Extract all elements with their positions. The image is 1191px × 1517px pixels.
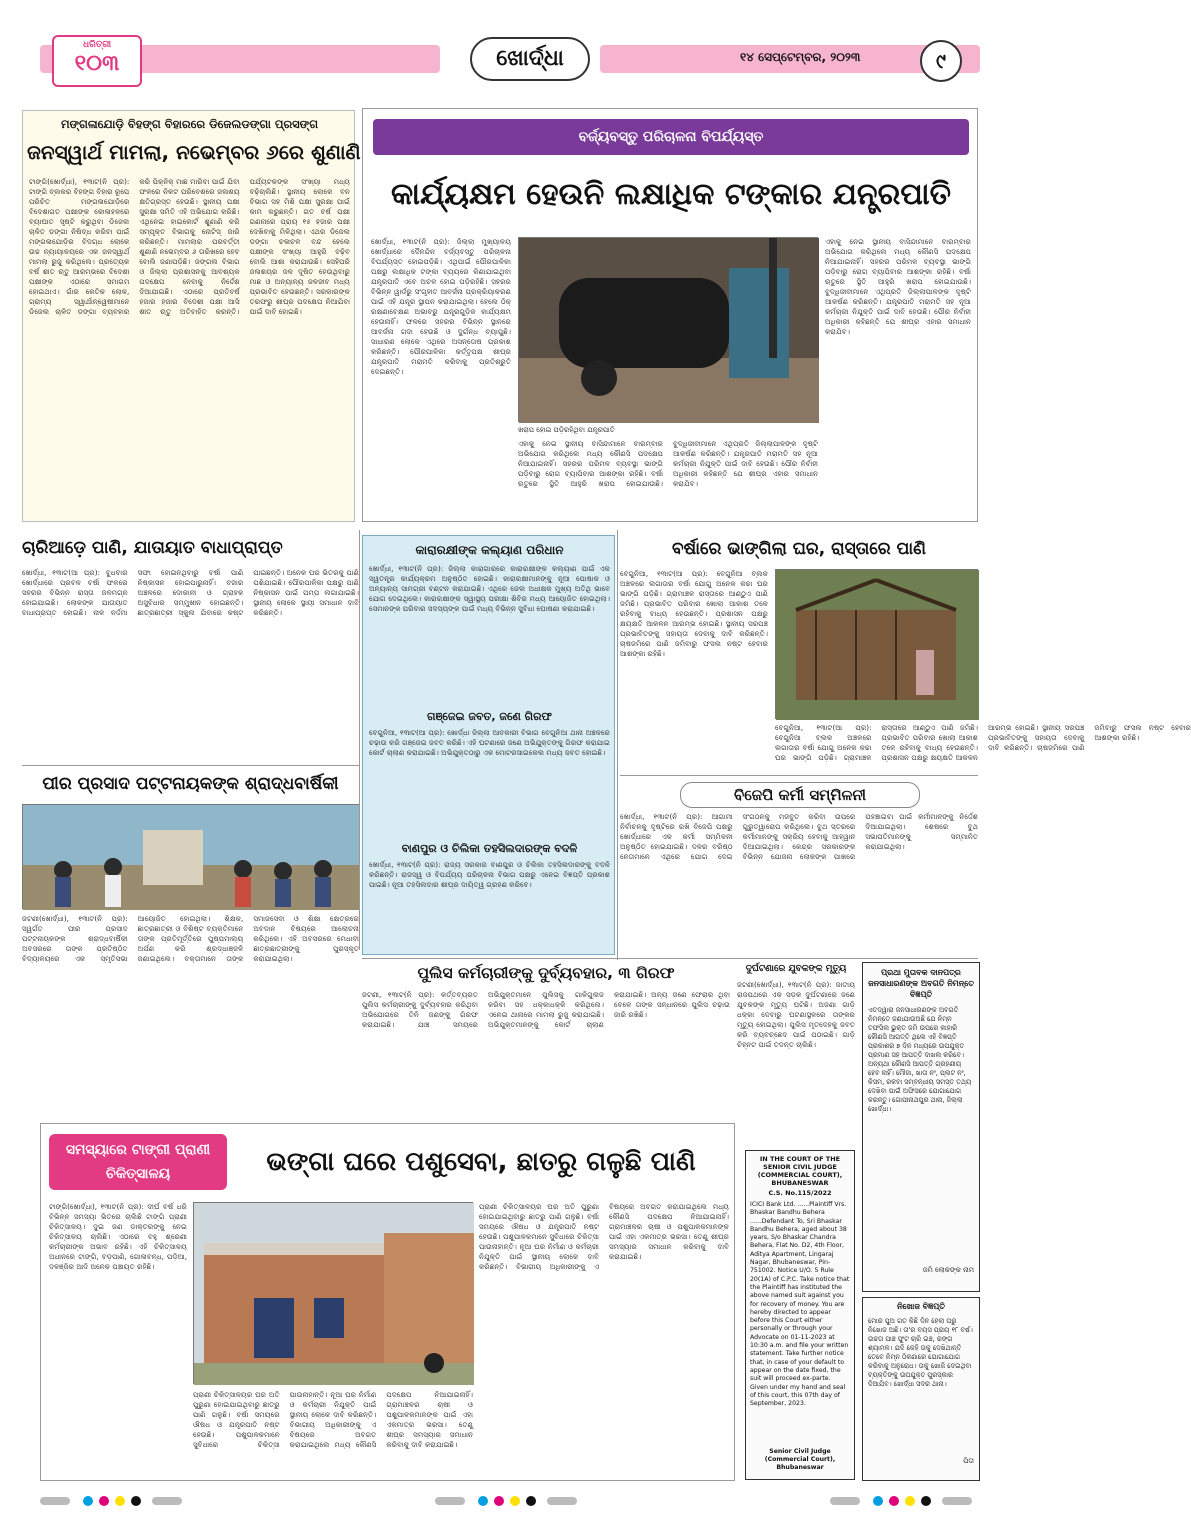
story-headline: ଭଙ୍ଗା ଘରେ ପଶୁସେବା, ଛାତରୁ ଗଳୁଛି ପାଣି: [266, 1147, 696, 1177]
photo-caption-body: ଖରାପ ହୋଇ ପଡ଼ିରହିଥିବା ଯନ୍ତ୍ରପାତି: [518, 426, 615, 434]
ceremony-photo: [22, 804, 359, 909]
story-body-left: ଟାଙ୍ଗି(ଖୋର୍ଦ୍ଧା), ୧୩ାଟ(ନି ପ୍ର): ଦୀର୍ଘ ବର୍ଷ ଧରି ବିଭିନ୍ନ ସମସ୍ୟା ଭିତରେ ଚାଲିଛି ଟାଙ୍ଗି ପ୍ରାଣୀ ଚିକିତ୍ସାଳୟ। ଦୁଇ ଜଣ ଡାକ୍ତରଙ୍କୁ ନେଇ ଚିକିତ୍ସାଳୟ ଚାଲିଛି। ଏଠାରେ ବହୁ ଶ୍ରେଣୀ କର୍ମଚାରୀଙ୍କ ଅଭାବ ରହିଛି। ଏହି ଚିକିତ୍ସାଳୟ ଅଧୀନରେ ଟାଙ୍ଗି, ବଡ଼ପାଣି, ଗୋଳାବନ୍ଧ, ପଡ଼ିଆ, ଦଳଞ୍ଜିର ଆଦି ଅନେକ ପଞ୍ଚାୟତ ରହିଛି।: [49, 1202, 187, 1271]
story-headline: ବିଜେପି କର୍ମୀ ସମ୍ମିଳନୀ: [680, 782, 920, 808]
story-mangalajodi: [22, 110, 361, 522]
story-body: ଜଟଣୀ(ଖୋର୍ଦ୍ଧା), ୧୩ାଟ(ନି ପ୍ର): ସ୍ୱର୍ଗତ ପୀର ପ୍ରସାଦ ପଟ୍ଟନାୟକଙ୍କ ଶ୍ରାଦ୍ଧବାର୍ଷିକୀ ଅବସରରେ ତାଙ୍କ ପ୍ରତିଷ୍ଠିତ ବିଦ୍ୟାଳୟରେ ଏକ ସ୍ମୃତିସଭା ଆୟୋଜିତ ହୋଇଥିଲା। ଶିକ୍ଷକ, ଛାତ୍ରଛାତ୍ରୀ ଓ ବିଶିଷ୍ଟ ବ୍ୟକ୍ତିମାନେ ତାଙ୍କ ପ୍ରତିମୂର୍ତ୍ତିରେ ପୁଷ୍ପମାଲ୍ୟ ଅର୍ପଣ କରି ଶ୍ରଦ୍ଧାଞ୍ଜଳି ଜଣାଇଥିଲେ। ବକ୍ତାମାନେ ତାଙ୍କ ସମାଜସେବା ଓ ଶିକ୍ଷା କ୍ଷେତ୍ରରେ ଅବଦାନ ବିଷୟରେ ଆଲୋଚନା କରିଥିଲେ। ଏହି ଅବସରରେ ମେଧାବୀ ଛାତ୍ରଛାତ୍ରୀଙ୍କୁ ପୁରସ୍କୃତ କରାଯାଇଥିଲା।: [22, 914, 359, 963]
issue-date: ୧୪ ସେପ୍ଟେମ୍ବର, ୨୦୨୩: [740, 50, 861, 64]
column-divider: [617, 530, 618, 960]
court-case-no: C.S. No.115/2022: [768, 1189, 832, 1197]
vet-building-photo: [193, 1202, 473, 1384]
story-vet-hospital: [40, 1123, 735, 1481]
page-number: ୯: [936, 49, 946, 73]
row-divider: [620, 775, 978, 776]
story-body: ଖୋର୍ଦ୍ଧା, ୧୩ାଟ(ଆ ପ୍ର): ବୁଧବାର ଖୋର୍ଦ୍ଧାରେ ପ୍ରବଳ ବର୍ଷା ଫଳରେ ସହରର ବିଭିନ୍ନ ରାସ୍ତା ଜଳମଗ୍ନ ହୋଇଯାଇଛି। ଲୋକଙ୍କ ଯାତାୟାତ ବାଧାପ୍ରାପ୍ତ ହୋଇଛି। ନାଳ ନର୍ଦ୍ଦମା ସଫା ହୋଇନଥିବାରୁ ବର୍ଷା ପାଣି ନିଷ୍କାସନ ହୋଇପାରୁନାହିଁ। ବଜାର ଅଞ୍ଚଳରେ ଦୋକାନୀ ଓ ଗ୍ରାହକ ଅସୁବିଧାର ସମ୍ମୁଖୀନ ହୋଇଛନ୍ତି। ଛାତ୍ରଛାତ୍ରୀ ସ୍କୁଲ ଯିବାରେ କଷ୍ଟ ପାଇଛନ୍ତି। ଅନେକ ଘର ଭିତରକୁ ପାଣି ପଶିଯାଇଛି। ପୌରପାଳିକା ପକ୍ଷରୁ ପାଣି ନିଷ୍କାସନ ପାଇଁ ପମ୍ପ ଲଗାଯାଇଛି। ସ୍ଥାନୀୟ ଲୋକେ ସ୍ଥାୟୀ ସମାଧାନ ଦାବି କରିଛନ୍ତି।: [22, 568, 359, 617]
story-body: ଜଟଣୀ, ୧୩ାଟ(ନି ପ୍ର): କର୍ତ୍ତବ୍ୟରତ ପୁଲିସ କର୍ମଚାରୀଙ୍କୁ ଦୁର୍ବ୍ୟବହାର କରିଥିବା ଅଭିଯୋଗରେ ତିନି ଜଣଙ୍କୁ ଗିରଫ କରାଯାଇଛି। ଯାଞ୍ଚ ସମୟରେ ଅଭିଯୁକ୍ତମାନେ ପୁଲିସକୁ ଗାଳିଗୁଲଜ କରିବା ସହ ଧକ୍କାଧକ୍କି କରିଥିଲେ। ଏନେଇ ଥାନାରେ ମାମଲା ରୁଜୁ କରାଯାଇଛି। ଅଭିଯୁକ୍ତମାନଙ୍କୁ କୋର୍ଟ ଚାଲାଣ କରାଯାଇଛି। ଅନ୍ୟ ଜଣେ ଫେରାର ଥିବା ବେଳେ ତାଙ୍କ ସନ୍ଧାନରେ ପୁଲିସ ଚଢ଼ାଉ ଜାରି ରଖିଛି।: [362, 990, 730, 1029]
logo-top-text: ଧରିତ୍ରୀ: [82, 40, 112, 50]
column-divider: [359, 530, 360, 950]
story-label: ସମସ୍ୟାରେ ଟାଙ୍ଗୀ ପ୍ରାଣୀ ଚିକିତ୍ସାଳୟ: [65, 1142, 211, 1182]
masthead-logo: [52, 35, 142, 87]
story-body: ଖୋର୍ଦ୍ଧା, ୧୩ାଟ(ନି ପ୍ର): ଆଗାମୀ ନିର୍ବାଚନକୁ ଦୃଷ୍ଟିରେ ରଖି ବିଜେପି ପକ୍ଷରୁ ଖୋର୍ଦ୍ଧାରେ ଏକ କର୍ମୀ ସମ୍ମିଳନୀ ଅନୁଷ୍ଠିତ ହୋଇଯାଇଛି। ଦଳର ବରିଷ୍ଠ ନେତାମାନେ ଏଥିରେ ଯୋଗ ଦେଇ ସଂଗଠନକୁ ମଜବୁତ କରିବା ଉପରେ ଗୁରୁତ୍ୱାରୋପ କରିଥିଲେ। ବୁଥ ସ୍ତରରେ କର୍ମୀମାନଙ୍କୁ ସକ୍ରିୟ ହେବାକୁ ଆହ୍ୱାନ ଦିଆଯାଇଥିଲା। କେନ୍ଦ୍ର ସରକାରଙ୍କ ବିଭିନ୍ନ ଯୋଜନା ଲୋକଙ୍କ ପାଖରେ ପହଞ୍ଚାଇବା ପାଇଁ କର୍ମୀମାନଙ୍କୁ ନିର୍ଦ୍ଦେଶ ଦିଆଯାଇଥିଲା। ଶେଷରେ ବୁଥ ସଭାପତିମାନଙ୍କୁ ସମ୍ମାନିତ କରାଯାଇଥିଲା।: [620, 812, 978, 861]
story-label-box: [49, 1134, 227, 1190]
story-headline: ଦୁର୍ଘଟଣାରେ ଯୁବକଙ୍କ ମୃତ୍ୟୁ: [745, 964, 847, 974]
story-police-misbehave: [362, 960, 730, 1116]
missing-notice-ad: [862, 1297, 980, 1481]
machinery-image: [519, 238, 819, 423]
section-title-box: [470, 37, 590, 81]
court-body: ICICI Bank Ltd. ......Plaintiff Vrs. Bhaskar Bandhu Behera ......Defendant To, Sri Bhaskar Bandhu Behera, aged about 38 years, S/o Bhaskar Chandra Behera, Flat No. D2, 4th Floor, Aditya Apartment, Lingaraj Nagar, Bhubaneswar, Pin-751002. Notice U/O. 5 Rule 20(1A) of C.P.C. Take notice that the Plaintiff has instituted the above named suit against you for recovery of money. You are hereby directed to appear before this Court either personally or through your Advocate on 01-11-2023 at 10:30 a.m. and file your written statement. Take further notice that, in case of your default to appear on the date fixed, the suit will proceed ex-parte. Given under my hand and seal of this court, this 07th day of September, 2023.: [750, 1201, 850, 1408]
missing-notice-body: ମୋର ପୁଅ ଗତ କିଛି ଦିନ ହେଲା ଘରୁ ନିଖୋଜ ଅଛି। ତା'ର ବୟସ ପ୍ରାୟ ୧୮ ବର୍ଷ। ଉଚ୍ଚତା ପାଞ୍ଚ ଫୁଟ ଚାରି ଇଞ୍ଚ, ରଙ୍ଗ ଶ୍ୟାମଳ। ଯଦି କେହି ତାକୁ ଦେଖିଥାନ୍ତି ତେବେ ନିମ୍ନ ଠିକଣାରେ ଯୋଗାଯୋଗ କରିବାକୁ ଅନୁରୋଧ। ତାକୁ ଖୋଜି ଦେଇଥିବା ବ୍ୟକ୍ତିଙ୍କୁ ଉପଯୁକ୍ତ ପୁରସ୍କାର ଦିଆଯିବ। ଖୋର୍ଦ୍ଧା ସଦର ଥାନା।: [868, 1317, 973, 1388]
story-headline: କାରାରକ୍ଷୀଙ୍କ କଲ୍ୟାଣ ପରିଧାନ: [415, 543, 564, 557]
story-body-right-column: ଏହାକୁ ନେଇ ସ୍ଥାନୀୟ ବାସିନ୍ଦାମାନେ ବାରମ୍ବାର ଅଭିଯୋଗ କରିଥିଲେ ମଧ୍ୟ କୌଣସି ପଦକ୍ଷେପ ନିଆଯାଇନାହିଁ। ସହରର ପରିମଳ ବ୍ୟବସ୍ଥା ଭାଙ୍ଗି ପଡ଼ିବାରୁ ରୋଗ ବ୍ୟାପିବାର ଆଶଙ୍କା ରହିଛି। ବର୍ଷା ଋତୁରେ ସ୍ଥିତି ଆହୁରି ଖରାପ ହୋଇଯାଉଛି। ବୁଦ୍ଧିଜୀବୀମାନେ ଏଥିପ୍ରତି ଜିଲ୍ଲାପାଳଙ୍କ ଦୃଷ୍ଟି ଆକର୍ଷଣ କରିଛନ୍ତି। ଯନ୍ତ୍ରପାତି ମରାମତି ସହ ନୂଆ କର୍ମଚାରୀ ନିଯୁକ୍ତି ପାଇଁ ଦାବି ହେଉଛି। ପୌର ନିର୍ବାହୀ ଅଧିକାରୀ କହିଛନ୍ତି ଯେ ଶୀଘ୍ର ଏହାର ସମାଧାନ କରାଯିବ।: [825, 237, 971, 336]
court-notice-ad: [745, 1150, 855, 1480]
machinery-photo: [518, 237, 818, 422]
story-body: ଖୋର୍ଦ୍ଧା, ୧୩ାଟ(ନି ପ୍ର): ଜିଲ୍ଲା କାରାଗାରରେ କାରାରକ୍ଷୀଙ୍କ କଲ୍ୟାଣ ପାଇଁ ଏକ ସ୍ୱତନ୍ତ୍ର କାର୍ଯ୍ୟକ୍ରମ ଅନୁଷ୍ଠିତ ହୋଇଛି। କାରାରକ୍ଷୀମାନଙ୍କୁ ନୂଆ ପୋଷାକ ଓ ଅନ୍ୟାନ୍ୟ ସାମଗ୍ରୀ ବଣ୍ଟନ କରାଯାଇଛି। ଏଥିରେ ଜେଲ ଅଧୀକ୍ଷକ ମୁଖ୍ୟ ଅତିଥି ଭାବେ ଯୋଗ ଦେଇଥିଲେ। କାରାରକ୍ଷୀଙ୍କ ସ୍ୱାସ୍ଥ୍ୟ ପରୀକ୍ଷା ଶିବିର ମଧ୍ୟ ଆୟୋଜିତ ହୋଇଥିଲା। ସେମାନଙ୍କ ପରିବାର ସଦସ୍ୟଙ୍କ ପାଇଁ ମଧ୍ୟ ବିଭିନ୍ନ ସୁବିଧା ଘୋଷଣା କରାଯାଇଛି।: [369, 564, 610, 613]
story-jail-box: [362, 535, 615, 955]
house-image: [776, 570, 979, 720]
story-headline: ଚାରିଆଡ଼େ ପାଣି, ଯାତାୟାତ ବାଧାପ୍ରାପ୍ତ: [22, 538, 283, 558]
color-registration-icon: [40, 1494, 980, 1508]
story-body: ଟାଙ୍ଗି(ଖୋର୍ଦ୍ଧା), ୧୩ାଟ(ନି ପ୍ର): ଟାଙ୍ଗି ବ୍ଲକର ବିହଙ୍ଗ ବିହାର ରୂପେ ପରିଚିତ ମଙ୍ଗଳାଯୋଡ଼ିରେ ବିଦେଶାଗତ ପକ୍ଷୀଙ୍କ କୋଳାହଳରେ ବ୍ୟାଘାତ ସୃଷ୍ଟି କରୁଥିବା ଡିଜେଲ ଚାଳିତ ଡଙ୍ଗା ନିଷିଦ୍ଧ କରିବା ପାଇଁ ମଙ୍ଗଳାଯୋଡ଼ିର ବିଦଗ୍ଧ ଲୋକେ ଉଚ୍ଚ ନ୍ୟାୟାଳୟରେ ଏକ ଜନସ୍ୱାର୍ଥ ମାମଲା ରୁଜୁ କରିଥିଲେ। ପ୍ରତ୍ୟେକ ବର୍ଷ ଶୀତ ଋତୁ ଆରମ୍ଭରେ ବିଦେଶୀ ପକ୍ଷୀଙ୍କ ଏଠାରେ ସମାଗମ ହୋଇଥାଏ। ଗାଁର କେତିକ ଲୋକ, ଗ୍ରାମ୍ୟ ସ୍ୱାର୍ଥାନ୍ୱେଷୀମାନେ ଡିଜେଲ ଚାଳିତ ଡଙ୍ଗା ବ୍ୟବହାର କରି ପିକ୍ନିକ୍ ମାଛ ମାରିବା ପାଇଁ ଯିବା ଫଳରେ ନିକଟ ପରିବେଶରେ ଜଳାଶୟ କ୍ଷତିଗ୍ରସ୍ତ ହେଉଛି। ସ୍ଥାନୀୟ ପକ୍ଷୀ ସୁରକ୍ଷା ସମିତି ଏହି ଅଭିଯୋଗ କରିଛି। ଏଥିନେଇ ହାଇକୋର୍ଟ ଶୁଣାଣି କରି ସମ୍ପୃକ୍ତ ବିଭାଗକୁ ନୋଟିସ୍ ଜାରି କରିଛନ୍ତି। ମାମଲାର ପରବର୍ତ୍ତୀ ଶୁଣାଣି ନଭେମ୍ବର ୬ ତାରିଖରେ ହେବ ବୋଲି ଜଣାପଡ଼ିଛି। ଜଙ୍ଗଲ ବିଭାଗ ଓ ଜିଲ୍ଲା ପ୍ରଶାସନକୁ ଆବଶ୍ୟକ ପଦକ୍ଷେପ ନେବାକୁ ନିର୍ଦ୍ଦେଶ ଦିଆଯାଇଛି। ଏଠାରେ ପ୍ରତିବର୍ଷ ହଜାର ହଜାର ବିଦେଶୀ ପକ୍ଷୀ ଆସି ଶୀତ ଋତୁ ଅତିବାହିତ କରନ୍ତି। ପର୍ଯ୍ୟଟକଙ୍କ ସଂଖ୍ୟା ମଧ୍ୟ ବଢ଼ିଚାଲିଛି। ସ୍ଥାନୀୟ ଲୋକେ ବନ ବିଭାଗ ସହ ମିଶି ପକ୍ଷୀ ସୁରକ୍ଷା ପାଇଁ କାମ କରୁଛନ୍ତି। ଗତ ବର୍ଷ ପକ୍ଷୀ ଗଣନାରେ ପ୍ରାୟ ୧୫ ହଜାର ପକ୍ଷୀ ଦେଖିବାକୁ ମିଳିଥିଲା। ଏଥର ଡିଜେଲ ଡଙ୍ଗା ଚଳାଚଳ ବନ୍ଦ ହେଲେ ପକ୍ଷୀଙ୍କ ସଂଖ୍ୟା ଆହୁରି ବଢ଼ିବ ବୋଲି ଆଶା କରାଯାଉଛି। ସେହିପରି ଜଳାଶୟର ଜଳ ଦୂଷିତ ହେଉଥିବାରୁ ମାଛ ଓ ଅନ୍ୟାନ୍ୟ ଜଳଜୀବ ମଧ୍ୟ ପ୍ରଭାବିତ ହେଉଛନ୍ତି। ସରକାରଙ୍କ ତରଫରୁ ଶୀଘ୍ର ପଦକ୍ଷେପ ନିଆଯିବା ପାଇଁ ଦାବି ହୋଇଛି।: [29, 177, 350, 316]
land-notice-ad: [862, 962, 980, 1292]
land-notice-body: ଏତଦ୍ୱାରା ଜନସାଧାରଣଙ୍କ ଅବଗତି ନିମନ୍ତେ ଜଣାଯାଉଅଛି ଯେ ନିମ୍ନ ତଫସିଲ ଭୁକ୍ତ ଜମି ଉପରେ କାହାରି କୌଣସି ଆପତ୍ତି ଥିଲେ ଏହି ବିଜ୍ଞପ୍ତି ପ୍ରକାଶର ୭ ଦିନ ମଧ୍ୟରେ ଉପଯୁକ୍ତ ପ୍ରମାଣ ସହ ଆପତ୍ତି ଦାଖଲ କରିବେ। ଅନ୍ୟଥା କୌଣସି ଆପତ୍ତି ଗ୍ରହଣୀୟ ହେବ ନାହିଁ। ମୌଜା, ଖାତା ନଂ, ପ୍ଲଟ ନଂ, କିସମ, ରକବା ସମ୍ବନ୍ଧୀୟ ସମସ୍ତ ତଥ୍ୟ ଦେଖିବା ପାଇଁ ଅଫିସରେ ଯୋଗାଯୋଗ କରନ୍ତୁ। ଗୋପୀନାଥପୁର ଥାନା, ଜିଲ୍ଲା ଖୋର୍ଦ୍ଧା।: [868, 1006, 972, 1113]
story-body: ଜଟଣୀ(ଖୋର୍ଦ୍ଧା), ୧୩ାଟ(ନି ପ୍ର): ଜାତୀୟ ରାଜପଥରେ ଏକ ସଡ଼କ ଦୁର୍ଘଟଣାରେ ଜଣେ ଯୁବକଙ୍କ ମୃତ୍ୟୁ ଘଟିଛି। ଅଜଣା ଗାଡ଼ି ଧକ୍କା ଦେବାରୁ ଘଟଣାସ୍ଥଳରେ ତାଙ୍କର ମୃତ୍ୟୁ ହୋଇଥିଲା। ପୁଲିସ ମୃତଦେହକୁ ଜବତ କରି ବ୍ୟବଚ୍ଛେଦ ପାଇଁ ପଠାଇଛି। ଗାଡ଼ି ଚିହ୍ନଟ ପାଇଁ ତଦନ୍ତ ଚାଲିଛି।: [737, 980, 855, 1049]
ceremony-image: [23, 805, 360, 910]
sub-headline-transfer: ବାଣପୁର ଓ ଚିଲିକା ତହସିଲଦାରଙ୍କ ବଦଳି: [401, 842, 578, 855]
sub-body-transfer: ଖୋର୍ଦ୍ଧା, ୧୩ାଟ(ନି ପ୍ର): ରାଜ୍ୟ ସରକାର ବାଣପୁର ଓ ଚିଲିକା ତହସିଲଦାରଙ୍କୁ ବଦଳି କରିଛନ୍ତି। ରାଜସ୍ୱ ଓ ବିପର୍ଯ୍ୟୟ ପରିଚାଳନା ବିଭାଗ ପକ୍ଷରୁ ଏନେଇ ବିଜ୍ଞପ୍ତି ପ୍ରକାଶ ପାଇଛି। ନୂଆ ତହସିଲଦାର ଶୀଘ୍ର ଦାୟିତ୍ୱ ଗ୍ରହଣ କରିବେ।: [369, 860, 610, 889]
story-waterlogging: [22, 530, 359, 762]
story-headline: ପୁଲିସ କର୍ମଚାରୀଙ୍କୁ ଦୁର୍ବ୍ୟବହାର, ୩ ଗିରଫ: [417, 964, 675, 982]
story-body-left: ଖୋର୍ଦ୍ଧା, ୧୩ାଟ(ନି ପ୍ର): ଜିଲ୍ଲା ମୁଖ୍ୟାଳୟ ଖୋର୍ଦ୍ଧାରେ ଦୈନନ୍ଦିନ ବର୍ଜ୍ୟବସ୍ତୁ ପରିଚାଳନା ବିପର୍ଯ୍ୟସ୍ତ ହୋଇପଡ଼ିଛି। ଏଥିପାଇଁ ପୌରପାଳିକା ପକ୍ଷରୁ ଲକ୍ଷାଧିକ ଟଙ୍କା ବ୍ୟୟରେ କିଣାଯାଇଥିବା ଯନ୍ତ୍ରପାତି ଏବେ ଅଚଳ ହୋଇ ପଡ଼ିରହିଛି। ସହରର ବିଭିନ୍ନ ୱାର୍ଡରୁ ସଂଗୃହୀତ ଆବର୍ଜନା ପ୍ରକ୍ରିୟାକରଣ ପାଇଁ ଏହି ଯନ୍ତ୍ର ସ୍ଥାପନ କରାଯାଇଥିଲା। ହେଲେ ଠିକ୍ ରକ୍ଷଣାବେକ୍ଷଣ ଅଭାବରୁ ଯନ୍ତ୍ରଗୁଡ଼ିକ କାର୍ଯ୍ୟକ୍ଷମ ହେଉନାହିଁ। ଫଳରେ ସହରର ବିଭିନ୍ନ ସ୍ଥାନରେ ଆବର୍ଜନା ଗଦା ହେଉଛି ଓ ଦୁର୍ଗନ୍ଧ ବ୍ୟାପୁଛି। ସାଧାରଣ ଲୋକେ ଏଥିରେ ଅସନ୍ତୋଷ ପ୍ରକାଶ କରିଛନ୍ତି। ପୌରପାଳିକା କର୍ତ୍ତୃପକ୍ଷ ଶୀଘ୍ର ଯନ୍ତ୍ରପାତି ମରାମତି କରିବାକୁ ପ୍ରତିଶ୍ରୁତି ଦେଇଛନ୍ତି।: [371, 237, 511, 376]
court-heading: IN THE COURT OF THE SENIOR CIVIL JUDGE (COMMERCIAL COURT), BHUBANESWAR: [757, 1155, 843, 1187]
logo-number: ୧୦୩: [74, 51, 120, 76]
story-headline: କାର୍ଯ୍ୟକ୍ଷମ ହେଉନି ଲକ୍ଷାଧିକ ଟଙ୍କାର ଯନ୍ତ୍ରପାତି: [391, 177, 951, 212]
story-house-collapse: [620, 535, 1191, 765]
story-banner: [373, 119, 969, 155]
story-accident: [737, 962, 855, 1117]
story-waste-management: [362, 108, 978, 522]
page-number-circle: [920, 40, 962, 82]
story-body-cont: ବେଗୁନିଆ, ୧୩ାଟ(ଆ ପ୍ର): ବେଗୁନିଆ ବ୍ଲକ ଅଞ୍ଚଳରେ ଲଗାତାର ବର୍ଷା ଯୋଗୁ ଅନେକ କଚ୍ଚା ଘର ଭାଙ୍ଗି ପଡ଼ିଛି। ଗ୍ରାମାଞ୍ଚଳ ରାସ୍ତାରେ ଆଣ୍ଠୁଏ ପାଣି ଜମିଛି। ପ୍ରଭାବିତ ପରିବାର ଖୋଲା ଆକାଶ ତଳେ ରହିବାକୁ ବାଧ୍ୟ ହେଉଛନ୍ତି। ପ୍ରଶାସନ ପକ୍ଷରୁ କ୍ଷୟକ୍ଷତି ଆକଳନ ଆରମ୍ଭ ହୋଇଛି। ସ୍ଥାନୀୟ ସରପଞ୍ଚ ପ୍ରଭାବିତଙ୍କୁ ସହାୟତା ଦେବାକୁ ଦାବି କରିଛନ୍ତି। ଚାଷଜମିରେ ପାଣି ଜମିବାରୁ ଫସଲ ନଷ୍ଟ ହେବାର ଆଶଙ୍କା ରହିଛି।: [775, 723, 1191, 762]
story-body-right: ପ୍ରାଣୀ ଚିକିତ୍ସାଳୟର ଘର ଅତି ପୁରୁଣା ହୋଇଯାଇଥିବାରୁ ଛାତରୁ ପାଣି ଗଳୁଛି। ବର୍ଷା ସମୟରେ ଔଷଧ ଓ ଯନ୍ତ୍ରପାତି ନଷ୍ଟ ହେଉଛି। ପଶୁପାଳକମାନେ ସୁବିଧାରେ ଚିକିତ୍ସା ପାଉନାହାନ୍ତି। ନୂଆ ଘର ନିର୍ମାଣ ଓ କର୍ମଚାରୀ ନିଯୁକ୍ତି ପାଇଁ ସ୍ଥାନୀୟ ଲୋକେ ଦାବି କରିଛନ୍ତି। ବିଭାଗୀୟ ଅଧିକାରୀଙ୍କୁ ଏ ବିଷୟରେ ଅବଗତ କରାଯାଇଥିଲେ ମଧ୍ୟ କୌଣସି ପଦକ୍ଷେପ ନିଆଯାଇନାହିଁ। ଗ୍ରାମାଞ୍ଚଳର ଚାଷୀ ଓ ପଶୁପାଳକମାନଙ୍କ ପାଇଁ ଏହା ଏକମାତ୍ର ଭରସା। ତେଣୁ ଶୀଘ୍ର ସମସ୍ୟାର ସମାଧାନ କରିବାକୁ ଦାବି କରାଯାଇଛି।: [479, 1202, 729, 1271]
story-headline: ପୀର ପ୍ରସାଦ ପଟ୍ଟନାୟକଙ୍କ ଶ୍ରାଦ୍ଧବାର୍ଷିକୀ: [42, 774, 339, 794]
row-divider: [22, 765, 359, 766]
section-title: ଖୋର୍ଦ୍ଧା: [496, 46, 564, 71]
house-photo: [775, 569, 978, 719]
story-headline: ଜନସ୍ୱାର୍ଥ ମାମଲା, ନଭେମ୍ବର ୬ରେ ଶୁଣାଣି: [27, 140, 361, 164]
story-banner-text: ବର୍ଜ୍ୟବସ୍ତୁ ପରିଚାଳନା ବିପର୍ଯ୍ୟସ୍ତ: [578, 129, 764, 145]
land-notice-title: ପ୍ରଥା ମୁତାବକ ଦାନପତ୍ର ଜନସାଧାରଣଙ୍କ ଅବଗତି ନିମନ୍ତେ ବିଜ୍ଞପ୍ତି: [868, 968, 974, 999]
story-kicker: ମଙ୍ଗଳାଯୋଡ଼ି ବିହଙ୍ଗ ବିହାରରେ ଡିଜେଲଡଙ୍ଗା ପ୍ରସଙ୍ଗ: [60, 117, 319, 131]
story-anniversary: [22, 770, 359, 1070]
row-divider: [362, 958, 978, 959]
missing-notice-signature: ପିତା: [963, 1457, 974, 1465]
story-bjp-meet: [620, 782, 978, 957]
story-body: ବେଗୁନିଆ, ୧୩ାଟ(ଆ ପ୍ର): ବେଗୁନିଆ ବ୍ଲକ ଅଞ୍ଚଳରେ ଲଗାତାର ବର୍ଷା ଯୋଗୁ ଅନେକ କଚ୍ଚା ଘର ଭାଙ୍ଗି ପଡ଼ିଛି। ଗ୍ରାମାଞ୍ଚଳ ରାସ୍ତାରେ ଆଣ୍ଠୁଏ ପାଣି ଜମିଛି। ପ୍ରଭାବିତ ପରିବାର ଖୋଲା ଆକାଶ ତଳେ ରହିବାକୁ ବାଧ୍ୟ ହେଉଛନ୍ତି। ପ୍ରଶାସନ ପକ୍ଷରୁ କ୍ଷୟକ୍ଷତି ଆକଳନ ଆରମ୍ଭ ହୋଇଛି। ସ୍ଥାନୀୟ ସରପଞ୍ଚ ପ୍ରଭାବିତଙ୍କୁ ସହାୟତା ଦେବାକୁ ଦାବି କରିଛନ୍ତି। ଚାଷଜମିରେ ପାଣି ଜମିବାରୁ ଫସଲ ନଷ୍ଟ ହେବାର ଆଶଙ୍କା ରହିଛି।: [620, 569, 768, 658]
print-registration-marks: [40, 1493, 980, 1507]
court-footer: Senior Civil Judge (Commercial Court), Bhubaneswar: [764, 1448, 836, 1471]
sub-body-ganja: ବେଗୁନିଆ, ୧୩ାଟ(ଆ ପ୍ର): ଖୋର୍ଦ୍ଧା ଜିଲ୍ଲା ଆବକାରୀ ବିଭାଗ ବେଗୁନିଆ ଥାନା ଅଞ୍ଚଳରେ ଚଢ଼ାଉ କରି ଗଞ୍ଜେଇ ଜବତ କରିଛି। ଏହି ଘଟଣାରେ ଜଣେ ଅଭିଯୁକ୍ତଙ୍କୁ ଗିରଫ କରାଯାଇ କୋର୍ଟ ଚାଲାଣ କରାଯାଇଛି। ଅଭିଯୁକ୍ତଠାରୁ ଏକ ମୋଟରସାଇକେଲ ମଧ୍ୟ ଜବତ ହୋଇଛି।: [369, 728, 610, 757]
story-headline: ବର୍ଷାରେ ଭାଙ୍ଗିଲା ଘର, ରାସ୍ତାରେ ପାଣି: [671, 539, 927, 559]
land-notice-signature: ଜମି ଲୋକଙ୍କ ନାମ: [922, 1266, 974, 1274]
story-body-right: ଏହାକୁ ନେଇ ସ୍ଥାନୀୟ ବାସିନ୍ଦାମାନେ ବାରମ୍ବାର ଅଭିଯୋଗ କରିଥିଲେ ମଧ୍ୟ କୌଣସି ପଦକ୍ଷେପ ନିଆଯାଇନାହିଁ। ସହରର ପରିମଳ ବ୍ୟବସ୍ଥା ଭାଙ୍ଗି ପଡ଼ିବାରୁ ରୋଗ ବ୍ୟାପିବାର ଆଶଙ୍କା ରହିଛି। ବର୍ଷା ଋତୁରେ ସ୍ଥିତି ଆହୁରି ଖରାପ ହୋଇଯାଉଛି। ବୁଦ୍ଧିଜୀବୀମାନେ ଏଥିପ୍ରତି ଜିଲ୍ଲାପାଳଙ୍କ ଦୃଷ୍ଟି ଆକର୍ଷଣ କରିଛନ୍ତି। ଯନ୍ତ୍ରପାତି ମରାମତି ସହ ନୂଆ କର୍ମଚାରୀ ନିଯୁକ୍ତି ପାଇଁ ଦାବି ହେଉଛି। ପୌର ନିର୍ବାହୀ ଅଧିକାରୀ କହିଛନ୍ତି ଯେ ଶୀଘ୍ର ଏହାର ସମାଧାନ କରାଯିବ।: [518, 439, 818, 488]
story-body-bottom: ପ୍ରାଣୀ ଚିକିତ୍ସାଳୟର ଘର ଅତି ପୁରୁଣା ହୋଇଯାଇଥିବାରୁ ଛାତରୁ ପାଣି ଗଳୁଛି। ବର୍ଷା ସମୟରେ ଔଷଧ ଓ ଯନ୍ତ୍ରପାତି ନଷ୍ଟ ହେଉଛି। ପଶୁପାଳକମାନେ ସୁବିଧାରେ ଚିକିତ୍ସା ପାଉନାହାନ୍ତି। ନୂଆ ଘର ନିର୍ମାଣ ଓ କର୍ମଚାରୀ ନିଯୁକ୍ତି ପାଇଁ ସ୍ଥାନୀୟ ଲୋକେ ଦାବି କରିଛନ୍ତି। ବିଭାଗୀୟ ଅଧିକାରୀଙ୍କୁ ଏ ବିଷୟରେ ଅବଗତ କରାଯାଇଥିଲେ ମଧ୍ୟ କୌଣସି ପଦକ୍ଷେପ ନିଆଯାଇନାହିଁ। ଗ୍ରାମାଞ୍ଚଳର ଚାଷୀ ଓ ପଶୁପାଳକମାନଙ୍କ ପାଇଁ ଏହା ଏକମାତ୍ର ଭରସା। ତେଣୁ ଶୀଘ୍ର ସମସ୍ୟାର ସମାଧାନ କରିବାକୁ ଦାବି କରାଯାଇଛି।: [193, 1390, 473, 1449]
vet-building-image: [194, 1203, 474, 1385]
sub-headline-ganja: ଗଞ୍ଜେଇ ଜବତ, ଜଣେ ଗିରଫ: [427, 710, 552, 723]
missing-notice-title: ନିଖୋଜ ବିଜ୍ଞପ୍ତି: [897, 1302, 945, 1311]
masthead: [40, 35, 980, 91]
